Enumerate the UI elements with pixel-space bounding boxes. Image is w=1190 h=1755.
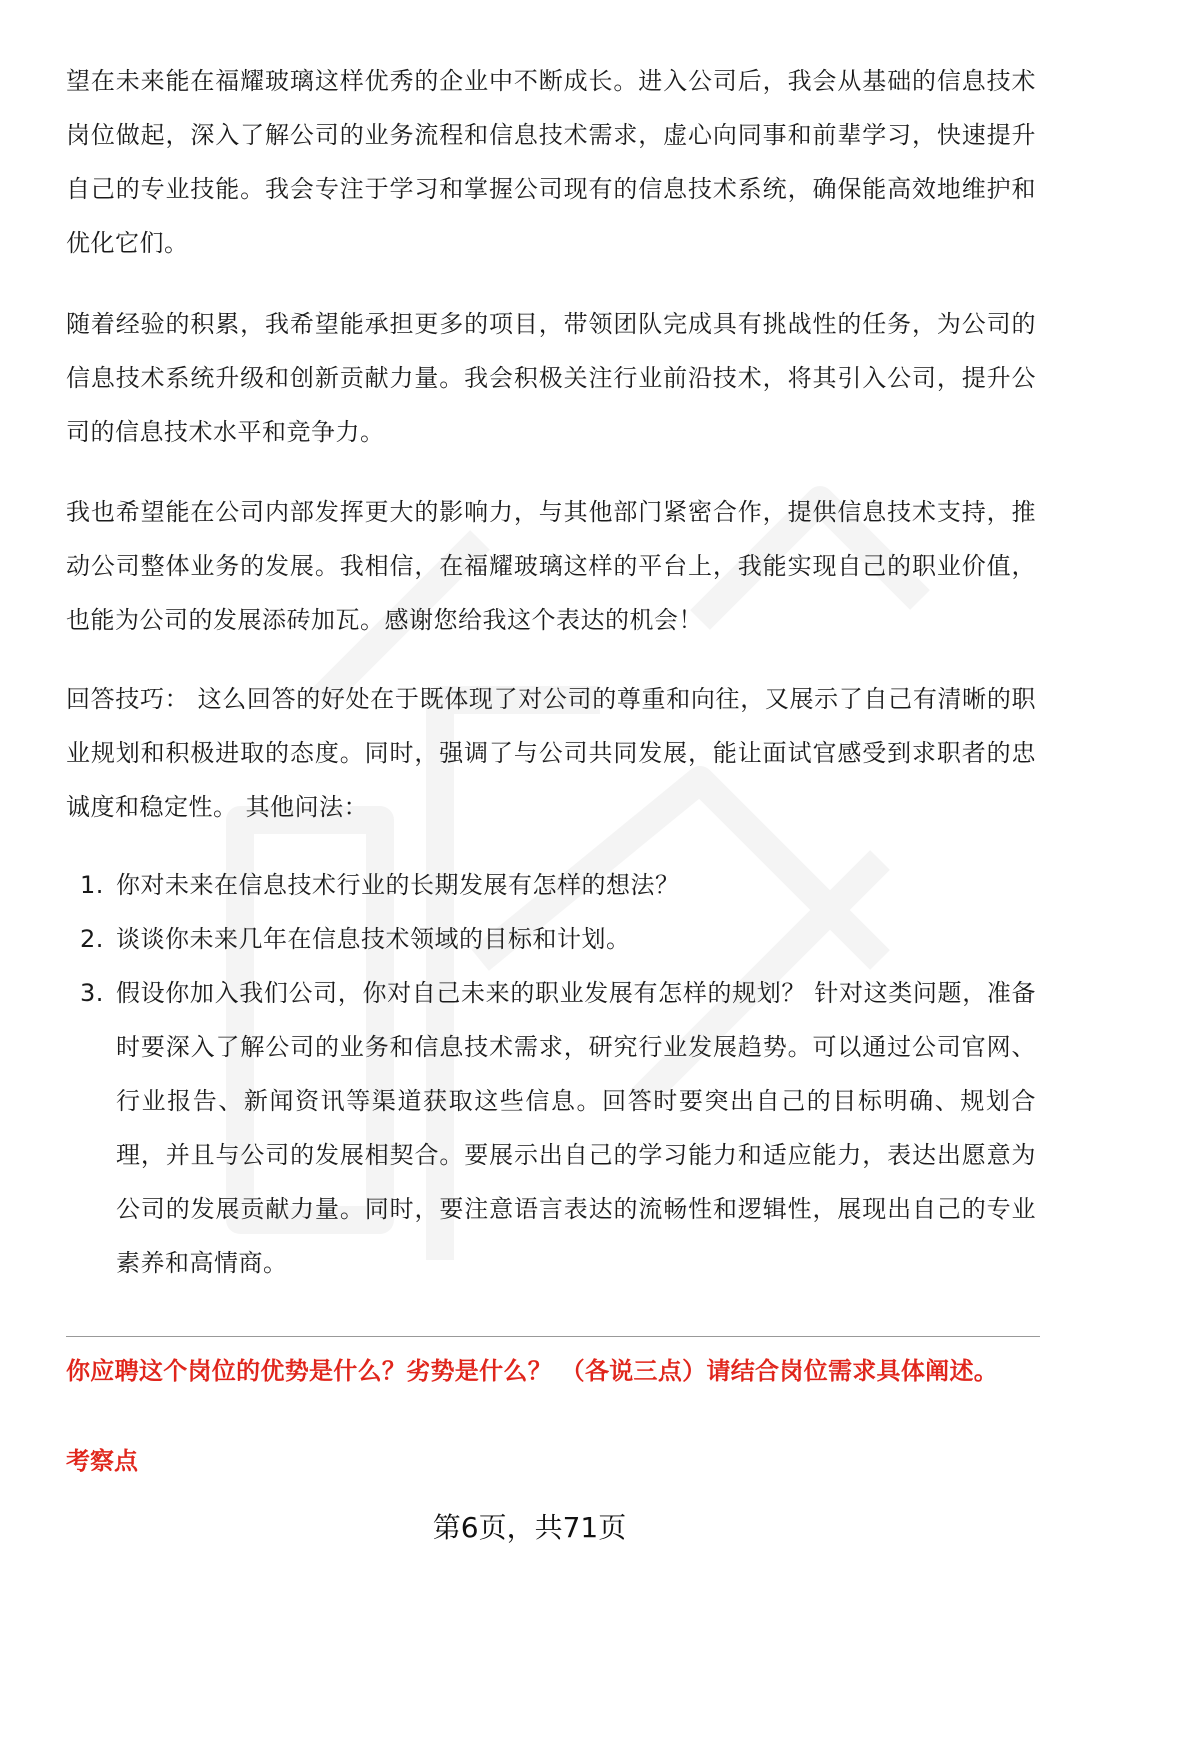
list-item-text: 谈谈你未来几年在信息技术领域的目标和计划。 (116, 925, 631, 953)
list-item (66, 858, 1036, 912)
list-item-number: 1. (80, 871, 104, 899)
paragraph-career-growth: 望在未来能在福耀玻璃这样优秀的企业中不断成长。进入公司后，我会从基础的信息技术岗位做起，深入了解公司的业务流程和信息技术需求，虚心向同事和前辈学习，快速提升自己的专业技能。我会专注于学习和掌握公司现有的信息技术系统，确保能高效地维护和优化它们。 (66, 67, 1036, 257)
page-number: 第6页，共71页 (432, 1511, 627, 1544)
alternative-questions-list (66, 858, 1036, 1290)
list-item (66, 966, 1036, 1290)
list-item-text: 假设你加入我们公司，你对自己未来的职业发展有怎样的规划？ 针对这类问题，准备时要深入了解公司的业务和信息技术需求，研究行业发展趋势。可以通过公司官网、行业报告、新闻资讯等渠道获取这些信息。回答时要突出自己的目标明确、规划合理，并且与公司的发展相契合。要展示出自己的学习能力和适应能力，表达出愿意为公司的发展贡献力量。同时，要注意语言表达的流畅性和逻辑性，展现出自己的专业素养和高情商。 (116, 979, 1036, 1277)
list-item-text: 你对未来在信息技术行业的长期发展有怎样的想法？ (116, 871, 680, 899)
section-divider (66, 1336, 1040, 1337)
paragraph-experience: 随着经验的积累，我希望能承担更多的项目，带领团队完成具有挑战性的任务，为公司的信息技术系统升级和创新贡献力量。我会积极关注行业前沿技术，将其引入公司，提升公司的信息技术水平和竞争力。 (66, 310, 1036, 446)
question-heading: 你应聘这个岗位的优势是什么？劣势是什么？ （各说三点）请结合岗位需求具体阐述。 (66, 1357, 999, 1385)
list-item-number: 2. (80, 925, 104, 953)
paragraph-influence: 我也希望能在公司内部发挥更大的影响力，与其他部门紧密合作，提供信息技术支持，推动公司整体业务的发展。我相信，在福耀玻璃这样的平台上，我能实现自己的职业价值，也能为公司的发展添砖加瓦。感谢您给我这个表达的机会！ (66, 498, 1036, 634)
list-item-number: 3. (80, 979, 104, 1007)
section-label: 考察点 (66, 1447, 138, 1475)
list-item (66, 912, 1036, 966)
paragraph-answer-tips: 回答技巧： 这么回答的好处在于既体现了对公司的尊重和向往，又展示了自己有清晰的职业规划和积极进取的态度。同时，强调了与公司共同发展，能让面试官感受到求职者的忠诚度和稳定性。 其他问法： (66, 685, 1036, 821)
